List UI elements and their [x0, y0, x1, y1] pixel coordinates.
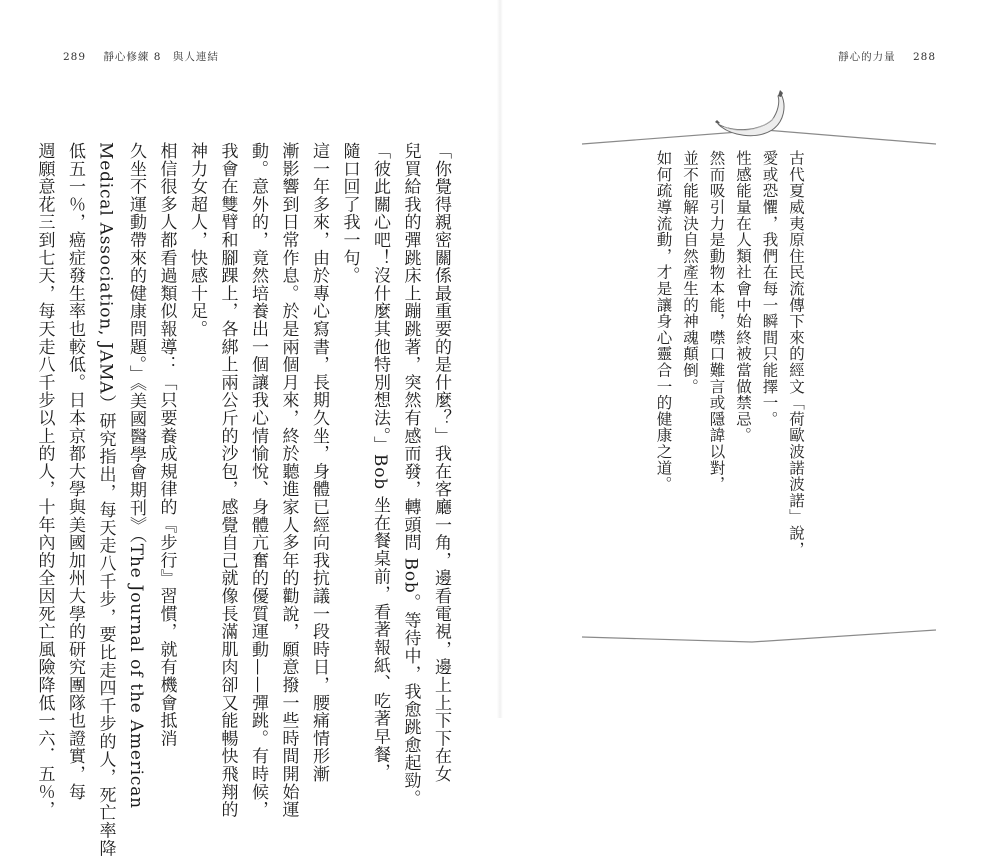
paragraph-line: 「彼此關心吧！沒什麼其他特別想法。」Bob 坐在餐桌前，看著報紙、吃著早餐， — [370, 142, 390, 781]
paragraph-line: 低五一％，癌症發生率也較低。日本京都大學與美國加州大學的研究團隊也證實，每 — [65, 142, 85, 801]
paragraph-line: 相信很多人都看過類似報導：「只要養成規律的『步行』習慣，就有機會抵消 — [156, 142, 177, 748]
paragraph-line: 漸影響到日常作息。於是兩個月來，終於聽進家人多年的勸說，願意撥一些時間開始運 — [278, 142, 299, 819]
paragraph-line: 這一年多來，由於專心寫書，長期久坐，身體已經向我抗議一段時日，腰痛情形漸 — [309, 142, 329, 783]
paragraph-line: 兒買給我的彈跳床上蹦跳著，突然有感而發，轉頭問 Bob。等待中，我愈跳愈起勁。 — [400, 142, 421, 808]
right-running-title: 靜心的力量 — [838, 51, 896, 63]
paragraph-line: 動。意外的，竟然培養出一個讓我心情愉悅、身體亢奮的優質運動——彈跳。有時候， — [248, 142, 268, 819]
left-running-title: 靜心修練 8 與人連結 — [103, 51, 219, 63]
paragraph-line: 我會在雙臂和腳踝上，各綁上兩公斤的沙包，感覺自己就像長滿肌肉卻又能暢快飛翔的 — [217, 142, 238, 819]
quote-line: 古代夏威夷原住民流傳下來的經文「荷歐波諾波諾」說， — [787, 150, 805, 558]
left-running-head — [63, 49, 219, 64]
paragraph-line: 久坐不運動帶來的健康問題。」《美國醫學會期刊》（The Journal of the American — [126, 142, 146, 809]
quote-line: 如何疏導流動，才是讓身心靈合一的健康之道。 — [654, 150, 673, 493]
right-page-number: 288 — [912, 51, 936, 63]
paragraph-line: 週願意花三到七天，每天走八千步以上的人，十年內的全因死亡風險降低一六．五％， — [34, 142, 55, 819]
paragraph-line: 隨口回了我一句。 — [339, 142, 360, 285]
quote-line: 並不能解決自然產生的神魂顛倒。 — [681, 150, 699, 395]
right-page — [500, 0, 1000, 718]
quote-line: 然而吸引力是動物本能，噤口難言或隱諱以對， — [707, 150, 726, 493]
quote-line: 性感能量在人類社會中始終被當做禁忌。 — [734, 150, 752, 444]
paragraph-line: Medical Association, JAMA）研究指出，每天走八千步，要比走四千步的人，死亡率降 — [95, 142, 116, 857]
quote-line: 愛或恐懼，我們在每一瞬間只能擇一。 — [760, 150, 779, 428]
paragraph-line: 神力女超人，快感十足。 — [187, 142, 207, 338]
banana-illustration-icon — [715, 90, 784, 136]
quote-text — [650, 150, 809, 558]
left-page-number: 289 — [63, 51, 87, 63]
bottom-rule-line — [582, 630, 936, 642]
body-text — [29, 142, 456, 857]
paragraph-line: 「你覺得親密關係最重要的是什麼？」我在客廳一角，邊看電視，邊上上下下在女 — [431, 142, 451, 783]
